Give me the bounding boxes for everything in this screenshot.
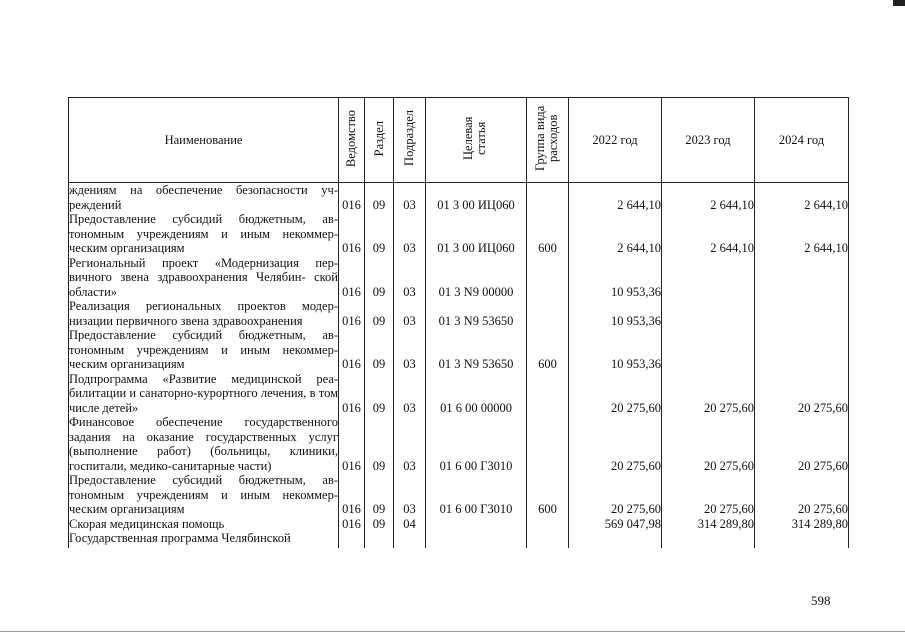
amount-2023-cell: 314 289,80 <box>662 517 755 532</box>
table-row <box>69 256 849 300</box>
amount-2022-cell: 10 953,36 <box>569 299 662 328</box>
podrazdel-cell: 03 <box>394 415 426 473</box>
tselevaya-statya-cell: 01 3 00 ИЦ060 <box>426 183 527 213</box>
table-header <box>69 98 849 183</box>
amount-2023-cell <box>662 531 755 548</box>
amount-2024-cell <box>755 256 849 300</box>
amount-2024-cell: 20 275,60 <box>755 415 849 473</box>
vedomstvo-cell <box>339 531 365 548</box>
amount-2023-cell <box>662 299 755 328</box>
podrazdel-cell: 03 <box>394 328 426 372</box>
table-row <box>69 299 849 328</box>
razdel-cell: 09 <box>365 328 394 372</box>
header-vedomstvo: Ведомство <box>339 98 365 183</box>
row-name-cell: Реализация региональных проектов модер- низации первичного звена здравоохранения <box>69 299 338 328</box>
podrazdel-cell: 04 <box>394 517 426 532</box>
podrazdel-cell: 03 <box>394 299 426 328</box>
table-row <box>69 473 849 517</box>
amount-2024-cell <box>755 531 849 548</box>
vedomstvo-cell: 016 <box>339 473 365 517</box>
vid-raskhodov-cell <box>527 299 569 328</box>
budget-table <box>68 97 849 548</box>
podrazdel-cell: 03 <box>394 256 426 300</box>
amount-2022-cell: 569 047,98 <box>569 517 662 532</box>
tselevaya-statya-cell: 01 3 N9 00000 <box>426 256 527 300</box>
amount-2022-cell: 2 644,10 <box>569 183 662 213</box>
amount-2023-cell: 2 644,10 <box>662 183 755 213</box>
amount-2023-cell: 2 644,10 <box>662 212 755 256</box>
vedomstvo-cell: 016 <box>339 517 365 532</box>
razdel-cell: 09 <box>365 183 394 213</box>
header-2022: 2022 год <box>569 98 662 183</box>
vedomstvo-cell: 016 <box>339 256 365 300</box>
amount-2022-cell: 10 953,36 <box>569 256 662 300</box>
header-podrazdel: Подраздел <box>394 98 426 183</box>
razdel-cell: 09 <box>365 473 394 517</box>
amount-2024-cell: 2 644,10 <box>755 183 849 213</box>
razdel-cell: 09 <box>365 415 394 473</box>
tselevaya-statya-cell: 01 3 00 ИЦ060 <box>426 212 527 256</box>
header-2024: 2024 год <box>755 98 849 183</box>
vid-raskhodov-cell <box>527 372 569 416</box>
amount-2023-cell: 20 275,60 <box>662 415 755 473</box>
table-row <box>69 212 849 256</box>
vedomstvo-cell: 016 <box>339 328 365 372</box>
table-row <box>69 183 849 213</box>
table-row <box>69 328 849 372</box>
podrazdel-cell: 03 <box>394 212 426 256</box>
amount-2022-cell <box>569 531 662 548</box>
amount-2023-cell: 20 275,60 <box>662 473 755 517</box>
table-row <box>69 517 849 532</box>
amount-2024-cell <box>755 299 849 328</box>
vedomstvo-cell: 016 <box>339 299 365 328</box>
header-tselevaya-statya: Целевая статья <box>426 98 527 183</box>
amount-2022-cell: 2 644,10 <box>569 212 662 256</box>
amount-2022-cell: 20 275,60 <box>569 372 662 416</box>
amount-2024-cell: 314 289,80 <box>755 517 849 532</box>
amount-2024-cell: 20 275,60 <box>755 372 849 416</box>
vid-raskhodov-cell: 600 <box>527 212 569 256</box>
scan-corner-mark <box>893 0 905 6</box>
page-number: 598 <box>811 593 831 608</box>
podrazdel-cell: 03 <box>394 372 426 416</box>
row-name-cell: Государственная программа Челябинской <box>69 531 339 548</box>
vid-raskhodov-cell <box>527 531 569 548</box>
header-name: Наименование <box>69 98 339 183</box>
razdel-cell: 09 <box>365 256 394 300</box>
vid-raskhodov-cell <box>527 256 569 300</box>
tselevaya-statya-cell: 01 3 N9 53650 <box>426 328 527 372</box>
tselevaya-statya-cell: 01 6 00 Г3010 <box>426 415 527 473</box>
razdel-cell <box>365 531 394 548</box>
podrazdel-cell <box>394 531 426 548</box>
tselevaya-statya-cell: 01 6 00 Г3010 <box>426 473 527 517</box>
header-2023: 2023 год <box>662 98 755 183</box>
vedomstvo-cell: 016 <box>339 415 365 473</box>
tselevaya-statya-cell <box>426 517 527 532</box>
amount-2022-cell: 20 275,60 <box>569 415 662 473</box>
table-body <box>69 183 849 549</box>
vedomstvo-cell: 016 <box>339 183 365 213</box>
tselevaya-statya-cell: 01 3 N9 53650 <box>426 299 527 328</box>
row-name-cell: Предоставление субсидий бюджетным, ав- тономным учреждениям и иным некоммер- ческим организациям <box>69 212 338 255</box>
podrazdel-cell: 03 <box>394 473 426 517</box>
vid-raskhodov-cell <box>527 183 569 213</box>
header-razdel: Раздел <box>365 98 394 183</box>
razdel-cell: 09 <box>365 372 394 416</box>
row-name-cell: Предоставление субсидий бюджетным, ав- тономным учреждениям и иным некоммер- ческим организациям <box>69 328 338 371</box>
table-row <box>69 531 849 548</box>
vid-raskhodov-cell <box>527 517 569 532</box>
amount-2023-cell: 20 275,60 <box>662 372 755 416</box>
row-name-cell: Региональный проект «Модернизация пер- вичного звена здравоохранения Челябин- ской области» <box>69 255 338 299</box>
header-gruppa-vida-raskhodov: Группа вида расходов <box>527 98 569 183</box>
razdel-cell: 09 <box>365 517 394 532</box>
amount-2024-cell: 20 275,60 <box>755 473 849 517</box>
vid-raskhodov-cell <box>527 415 569 473</box>
table-row <box>69 415 849 473</box>
row-name-cell: Скорая медицинская помощь <box>69 517 339 532</box>
vid-raskhodov-cell: 600 <box>527 473 569 517</box>
table-row <box>69 372 849 416</box>
vedomstvo-cell: 016 <box>339 212 365 256</box>
tselevaya-statya-cell: 01 6 00 00000 <box>426 372 527 416</box>
row-name-cell: Предоставление субсидий бюджетным, ав- тономным учреждениям и иным некоммер- ческим организациям <box>69 473 338 516</box>
row-name-cell: Подпрограмма «Развитие медицинской реа- билитации и санаторно-курортного лечения, в том числе детей» <box>69 371 338 415</box>
razdel-cell: 09 <box>365 299 394 328</box>
amount-2024-cell: 2 644,10 <box>755 212 849 256</box>
row-name-cell: ждениям на обеспечение безопасности уч- реждений <box>69 183 338 212</box>
vid-raskhodov-cell: 600 <box>527 328 569 372</box>
razdel-cell: 09 <box>365 212 394 256</box>
row-name-cell: Финансовое обеспечение государственного задания на оказание государственных услуг (выполнение работ) (больницы, клиники, госпитали, медико-санитарные части) <box>69 415 338 473</box>
scan-edge-line <box>0 631 905 632</box>
amount-2023-cell <box>662 328 755 372</box>
amount-2024-cell <box>755 328 849 372</box>
podrazdel-cell: 03 <box>394 183 426 213</box>
amount-2022-cell: 20 275,60 <box>569 473 662 517</box>
amount-2023-cell <box>662 256 755 300</box>
vedomstvo-cell: 016 <box>339 372 365 416</box>
amount-2022-cell: 10 953,36 <box>569 328 662 372</box>
tselevaya-statya-cell <box>426 531 527 548</box>
